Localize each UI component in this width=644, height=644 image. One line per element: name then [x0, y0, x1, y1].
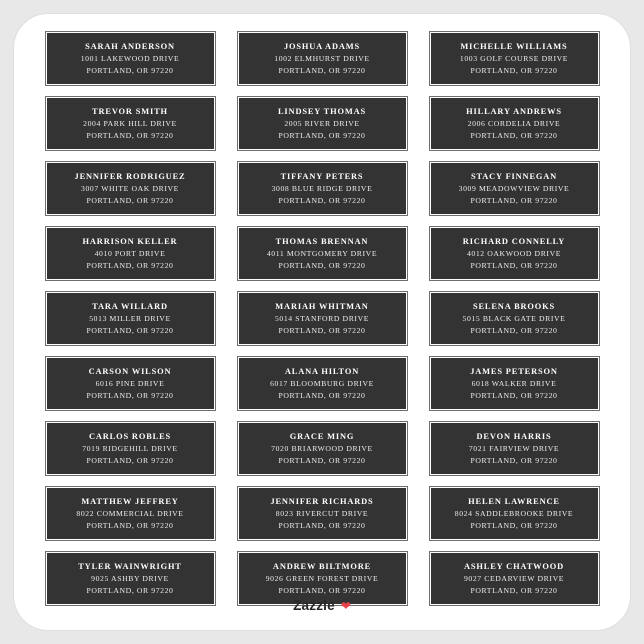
address-label[interactable] [46, 487, 215, 540]
address-label-name: TIFFANY PETERS [280, 172, 364, 181]
address-label-name: TREVOR SMITH [92, 107, 168, 116]
address-label-name: JENNIFER RODRIGUEZ [74, 172, 186, 181]
address-label-citystate: PORTLAND, OR 97220 [278, 520, 366, 530]
address-label-name: HARRISON KELLER [82, 237, 178, 246]
address-label-name: GRACE MING [289, 432, 355, 441]
address-label-cell [226, 26, 418, 91]
address-label[interactable] [46, 422, 215, 475]
address-label-citystate: PORTLAND, OR 97220 [278, 130, 366, 140]
address-label-citystate: PORTLAND, OR 97220 [278, 325, 366, 335]
address-label-street: 9027 CEDARVIEW DRIVE [463, 574, 565, 583]
address-label-name: STACY FINNEGAN [470, 172, 558, 181]
address-label[interactable] [46, 32, 215, 85]
address-label-street: 8022 COMMERCIAL DRIVE [76, 509, 184, 518]
address-label-name: ALANA HILTON [284, 367, 360, 376]
address-label-cell [34, 26, 226, 91]
address-label-name: LINDSEY THOMAS [278, 107, 366, 116]
address-label-name: TARA WILLARD [92, 302, 168, 311]
address-label-citystate: PORTLAND, OR 97220 [86, 585, 174, 595]
address-label-cell [226, 286, 418, 351]
address-label-street: 7020 BRIARWOOD DRIVE [271, 444, 373, 453]
address-label-cell [34, 416, 226, 481]
address-label[interactable] [430, 487, 599, 540]
address-label-name: THOMAS BRENNAN [275, 237, 369, 246]
address-label-cell [226, 156, 418, 221]
address-label-cell [418, 351, 610, 416]
address-label-name: SARAH ANDERSON [85, 42, 175, 51]
address-label-citystate: PORTLAND, OR 97220 [86, 260, 174, 270]
address-label-street: 4012 OAKWOOD DRIVE [466, 249, 562, 258]
address-label-street: 7019 RIDGEHILL DRIVE [82, 444, 178, 453]
address-label[interactable] [430, 422, 599, 475]
address-label-citystate: PORTLAND, OR 97220 [470, 65, 558, 75]
address-label-citystate: PORTLAND, OR 97220 [470, 390, 558, 400]
address-label-street: 5013 MILLER DRIVE [89, 314, 171, 323]
address-label-cell [418, 481, 610, 546]
address-label-citystate: PORTLAND, OR 97220 [86, 390, 174, 400]
heart-icon: ❤ [340, 598, 351, 613]
address-label-street: 7021 FAIRVIEW DRIVE [468, 444, 560, 453]
address-label-name: RICHARD CONNELLY [462, 237, 566, 246]
address-label-cell [34, 286, 226, 351]
address-label-citystate: PORTLAND, OR 97220 [470, 130, 558, 140]
address-label[interactable] [238, 292, 407, 345]
address-label-cell [226, 91, 418, 156]
address-label-cell [418, 416, 610, 481]
address-label[interactable] [238, 357, 407, 410]
address-label-citystate: PORTLAND, OR 97220 [278, 390, 366, 400]
address-label-citystate: PORTLAND, OR 97220 [278, 585, 366, 595]
zazzle-logo: Zazzle [293, 598, 335, 613]
address-label-citystate: PORTLAND, OR 97220 [86, 65, 174, 75]
address-label-citystate: PORTLAND, OR 97220 [470, 455, 558, 465]
address-label-citystate: PORTLAND, OR 97220 [86, 195, 174, 205]
address-label-citystate: PORTLAND, OR 97220 [86, 455, 174, 465]
address-label-citystate: PORTLAND, OR 97220 [470, 260, 558, 270]
address-label-cell [34, 156, 226, 221]
address-label[interactable] [46, 357, 215, 410]
address-label-street: 9025 ASHBY DRIVE [91, 574, 169, 583]
address-label-name: MATTHEW JEFFREY [81, 497, 179, 506]
address-label[interactable] [430, 357, 599, 410]
address-label-cell [418, 26, 610, 91]
address-label-name: SELENA BROOKS [472, 302, 556, 311]
address-label-name: DEVON HARRIS [476, 432, 552, 441]
address-label[interactable] [46, 292, 215, 345]
address-label[interactable] [430, 97, 599, 150]
address-label-name: JAMES PETERSON [470, 367, 558, 376]
address-label-citystate: PORTLAND, OR 97220 [278, 260, 366, 270]
address-label-street: 8023 RIVERCUT DRIVE [275, 509, 369, 518]
address-label-cell [418, 91, 610, 156]
address-label-name: CARLOS ROBLES [88, 432, 172, 441]
address-label-street: 5015 BLACK GATE DRIVE [462, 314, 566, 323]
address-label[interactable] [46, 97, 215, 150]
address-label-citystate: PORTLAND, OR 97220 [278, 195, 366, 205]
address-label-street: 6016 PINE DRIVE [95, 379, 165, 388]
address-label-citystate: PORTLAND, OR 97220 [470, 520, 558, 530]
address-label-street: 5014 STANFORD DRIVE [274, 314, 370, 323]
address-label-street: 1003 GOLF COURSE DRIVE [459, 54, 569, 63]
address-label-cell [418, 156, 610, 221]
address-label-street: 8024 SADDLEBROOKE DRIVE [454, 509, 574, 518]
address-label-name: MICHELLE WILLIAMS [460, 42, 568, 51]
address-label[interactable] [238, 422, 407, 475]
address-label[interactable] [430, 32, 599, 85]
address-label-cell [34, 481, 226, 546]
address-label-name: CARSON WILSON [88, 367, 172, 376]
address-label-citystate: PORTLAND, OR 97220 [86, 130, 174, 140]
address-label-citystate: PORTLAND, OR 97220 [86, 520, 174, 530]
address-label-street: 3008 BLUE RIDGE DRIVE [271, 184, 373, 193]
address-label-name: MARIAH WHITMAN [275, 302, 369, 311]
address-label[interactable] [430, 292, 599, 345]
address-label-name: JENNIFER RICHARDS [270, 497, 374, 506]
address-label[interactable] [238, 32, 407, 85]
address-label[interactable] [238, 487, 407, 540]
address-label-name: TYLER WAINWRIGHT [78, 562, 182, 571]
address-label[interactable] [238, 97, 407, 150]
address-label-grid [34, 26, 610, 611]
address-label-cell [34, 91, 226, 156]
address-label-cell [34, 221, 226, 286]
address-label-name: JOSHUA ADAMS [283, 42, 361, 51]
address-label-street: 9026 GREEN FOREST DRIVE [265, 574, 379, 583]
address-label-street: 6017 BLOOMBURG DRIVE [270, 379, 374, 388]
address-label-name: ASHLEY CHATWOOD [464, 562, 564, 571]
address-label-name: HELEN LAWRENCE [468, 497, 560, 506]
address-label-cell [226, 416, 418, 481]
address-label-citystate: PORTLAND, OR 97220 [470, 195, 558, 205]
address-label-citystate: PORTLAND, OR 97220 [278, 65, 366, 75]
address-label-street: 2004 PARK HILL DRIVE [83, 119, 177, 128]
address-label-cell [34, 351, 226, 416]
address-label-street: 4011 MONTGOMERY DRIVE [266, 249, 378, 258]
address-label-cell [418, 221, 610, 286]
address-label-street: 1001 LAKEWOOD DRIVE [80, 54, 180, 63]
address-label[interactable] [430, 227, 599, 280]
address-label-citystate: PORTLAND, OR 97220 [86, 325, 174, 335]
address-label[interactable] [46, 227, 215, 280]
address-label-street: 2006 CORDELIA DRIVE [467, 119, 561, 128]
address-label-street: 3007 WHITE OAK DRIVE [81, 184, 179, 193]
address-label[interactable] [46, 162, 215, 215]
address-label-cell [226, 351, 418, 416]
address-label-citystate: PORTLAND, OR 97220 [278, 455, 366, 465]
address-label-name: ANDREW BILTMORE [272, 562, 372, 571]
address-label-cell [226, 221, 418, 286]
sheet-footer [14, 598, 630, 613]
address-label-citystate: PORTLAND, OR 97220 [470, 585, 558, 595]
address-label-street: 6018 WALKER DRIVE [471, 379, 557, 388]
address-label[interactable] [238, 162, 407, 215]
address-label-street: 1002 ELMHURST DRIVE [274, 54, 370, 63]
address-label-cell [418, 286, 610, 351]
address-label-street: 3009 MEADOWVIEW DRIVE [458, 184, 570, 193]
address-label-street: 4010 PORT DRIVE [94, 249, 166, 258]
address-label[interactable] [238, 227, 407, 280]
sticker-sheet [14, 14, 630, 630]
address-label-citystate: PORTLAND, OR 97220 [470, 325, 558, 335]
address-label-name: HILLARY ANDREWS [466, 107, 562, 116]
address-label[interactable] [430, 162, 599, 215]
address-label-street: 2005 RIVER DRIVE [284, 119, 360, 128]
address-label-cell [226, 481, 418, 546]
